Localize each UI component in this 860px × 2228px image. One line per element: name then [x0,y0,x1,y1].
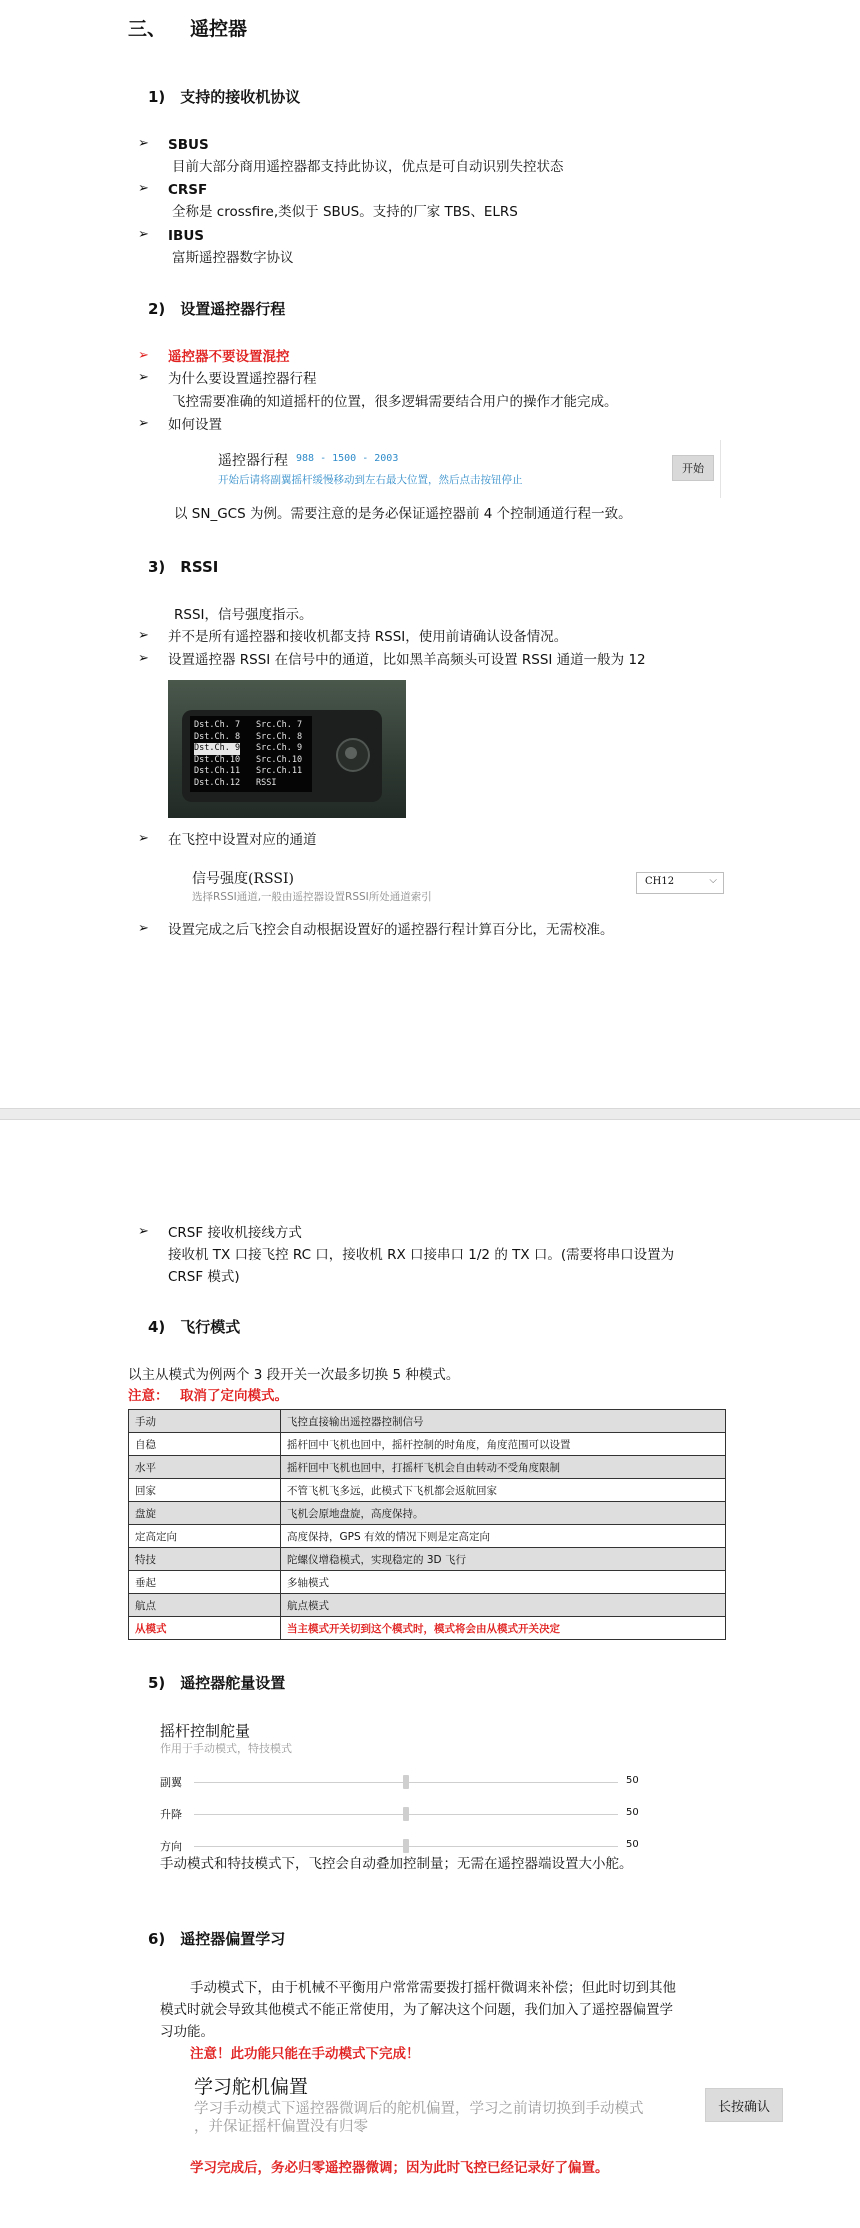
offset-para-line1: 手动模式下，由于机械不平衡用户常常需要拨打摇杆微调来补偿；但此时切到其他 [190,1980,676,1996]
mode-desc-cell: 飞机会原地盘旋，高度保持。 [281,1502,726,1525]
mode-name-cell: 从模式 [129,1617,281,1640]
rc-travel-widget [196,440,721,498]
table-row [129,1617,726,1640]
heading-offset-learning: 6) 遥控器偏置学习 [148,1930,286,1948]
mode-name-cell: 垂起 [129,1571,281,1594]
protocol-name: CRSF [168,182,208,198]
offset-warning: 注意！此功能只能在手动模式下完成！ [190,2046,420,2062]
protocol-name: IBUS [168,228,204,244]
rc-screen-photo [168,680,406,818]
table-row [129,1433,726,1456]
rssi-hint: 选择RSSI通道,一般由遥控器设置RSSI所处通道索引 [192,891,432,903]
mode-desc-cell: 当主模式开关切到这个模式时，模式将会由从模式开关决定 [281,1617,726,1640]
start-button[interactable]: 开始 [672,455,714,481]
mode-desc-cell: 不管飞机飞多远，此模式下飞机都会返航回家 [281,1479,726,1502]
rc-travel-hint: 开始后请将副翼摇杆缓慢移动到左右最大位置，然后点击按钮停止 [218,474,523,486]
rc-travel-title: 遥控器行程 [218,453,288,469]
mode-name-cell: 盘旋 [129,1502,281,1525]
flight-modes-table [128,1409,726,1640]
servo-throw-note: 手动模式和特技模式下，飞控会自动叠加控制量；无需在遥控器端设置大小舵。 [160,1856,633,1872]
mode-desc-cell: 多轴模式 [281,1571,726,1594]
table-row [129,1502,726,1525]
note-text: 取消了定向模式。 [180,1388,288,1404]
mode-name-cell: 水平 [129,1456,281,1479]
slider-value: 50 [626,1807,639,1818]
stick-throw-hint: 作用于手动模式，特技模式 [160,1742,292,1755]
page-separator [0,1108,860,1120]
mode-desc-cell: 陀螺仪增稳模式，实现稳定的 3D 飞行 [281,1548,726,1571]
note-label: 注意： [128,1388,169,1404]
bullet-arrow-icon: ➢ [138,136,149,151]
final-warning: 学习完成后，务必归零遥控器微调；因为此时飞控已经记录好了偏置。 [190,2160,609,2176]
table-row [129,1571,726,1594]
offset-para-line2: 模式时就会导致其他模式不能正常使用，为了解决这个问题，我们加入了遥控器偏置学 [160,2002,673,2018]
bullet-arrow-icon: ➢ [138,348,149,363]
bullet-arrow-icon: ➢ [138,227,149,242]
mode-desc-cell: 飞控直接输出遥控器控制信号 [281,1410,726,1433]
servo-slider-row [160,1804,640,1824]
auto-calc-note: 设置完成之后飞控会自动根据设置好的遥控器行程计算百分比，无需校准。 [168,922,614,938]
why-desc: 飞控需要准确的知道摇杆的位置，很多逻辑需要结合用户的操作才能完成。 [172,394,618,410]
protocol-name: SBUS [168,137,209,153]
table-row [129,1479,726,1502]
protocol-desc: 目前大部分商用遥控器都支持此协议，优点是可自动识别失控状态 [172,159,564,175]
crsf-wiring-line1: 接收机 TX 口接飞控 RC 口，接收机 RX 口接串口 1/2 的 TX 口。(需要将串口设置为 [168,1247,675,1263]
sn-gcs-note: 以 SN_GCS 为例。需要注意的是务必保证遥控器前 4 个控制通道行程一致。 [174,506,632,522]
mode-desc-cell: 摇杆回中飞机也回中，打摇杆飞机会自由转动不受角度限制 [281,1456,726,1479]
rc-travel-values: 988 - 1500 - 2003 [296,453,399,464]
servo-slider-row [160,1772,640,1792]
heading-receiver-protocols: 1) 支持的接收机协议 [148,88,301,106]
rssi-intro: RSSI，信号强度指示。 [174,607,313,623]
table-row [129,1525,726,1548]
set-channel-text: 在飞控中设置对应的通道 [168,832,317,848]
slider-label: 方向 [160,1840,182,1853]
mode-name-cell: 定高定向 [129,1525,281,1548]
section-number: 三、 [128,18,167,40]
why-text: 为什么要设置遥控器行程 [168,371,317,387]
section-title: 遥控器 [190,18,248,40]
bullet-arrow-icon: ➢ [138,416,149,431]
mode-name-cell: 航点 [129,1594,281,1617]
slider-value: 50 [626,1775,639,1786]
bullet-arrow-icon: ➢ [138,370,149,385]
bullet-arrow-icon: ➢ [138,181,149,196]
mode-name-cell: 手动 [129,1410,281,1433]
stick-throw-title: 摇杆控制舵量 [160,1722,251,1740]
bullet-arrow-icon: ➢ [138,651,149,666]
rssi-widget [186,862,726,906]
heading-rssi: 3) RSSI [148,558,219,576]
oled-display: Dst.Ch. 7 Dst.Ch. 8 Dst.Ch. 9 Dst.Ch.10 Dst.Ch.11 Dst.Ch.12 Src.Ch. 7 Src.Ch. 8 Src.Ch. 9 Src.Ch.10 Src.Ch.11 RSSI [190,716,312,792]
chevron-down-icon: ⌵ [709,875,717,886]
crsf-wiring-line2: CRSF 模式) [168,1269,240,1285]
slider-thumb[interactable] [403,1775,409,1789]
table-row [129,1456,726,1479]
protocol-desc: 富斯遥控器数字协议 [172,250,294,266]
heading-rc-travel: 2) 设置遥控器行程 [148,300,286,318]
table-row [129,1410,726,1433]
how-text: 如何设置 [168,417,222,433]
servo-slider-row [160,1836,640,1856]
rssi-channel-note: 设置遥控器 RSSI 在信号中的通道，比如黑羊高频头可设置 RSSI 通道一般为 12 [168,652,646,668]
heading-servo-throw: 5) 遥控器舵量设置 [148,1674,286,1692]
document-page-2 [0,1120,860,2228]
warning-text: 遥控器不要设置混控 [168,349,290,365]
flight-modes-intro: 以主从模式为例两个 3 段开关一次最多切换 5 种模式。 [128,1367,460,1383]
offset-learning-hint1: 学习手动模式下遥控器微调后的舵机偏置，学习之前请切换到手动模式 [194,2101,644,2117]
bullet-arrow-icon: ➢ [138,921,149,936]
slider-label: 副翼 [160,1776,182,1789]
bullet-arrow-icon: ➢ [138,1224,149,1239]
mode-desc-cell: 航点模式 [281,1594,726,1617]
offset-learning-hint2: ，并保证摇杆偏置没有归零 [194,2119,368,2135]
document-page-1 [0,0,860,1108]
bullet-arrow-icon: ➢ [138,831,149,846]
rssi-channel-select[interactable] [636,872,724,894]
offset-learning-title: 学习舵机偏置 [194,2076,309,2098]
rssi-title: 信号强度(RSSI) [192,871,294,887]
rssi-select-value: CH12 [645,876,675,887]
offset-para-line3: 习功能。 [160,2024,214,2040]
mode-name-cell: 自稳 [129,1433,281,1456]
table-row [129,1594,726,1617]
crsf-wiring-title: CRSF 接收机接线方式 [168,1225,302,1241]
heading-flight-modes: 4) 飞行模式 [148,1318,241,1336]
mode-name-cell: 特技 [129,1548,281,1571]
mode-name-cell: 回家 [129,1479,281,1502]
slider-label: 升降 [160,1808,182,1821]
rssi-support-note: 并不是所有遥控器和接收机都支持 RSSI，使用前请确认设备情况。 [168,629,568,645]
slider-thumb[interactable] [403,1807,409,1821]
mode-desc-cell: 高度保持，GPS 有效的情况下则是定高定向 [281,1525,726,1548]
offset-learning-widget [190,2072,790,2142]
protocol-desc: 全称是 crossfire,类似于 SBUS。支持的厂家 TBS、ELRS [172,204,518,220]
bullet-arrow-icon: ➢ [138,628,149,643]
slider-thumb[interactable] [403,1839,409,1853]
table-row [129,1548,726,1571]
slider-value: 50 [626,1839,639,1850]
long-press-confirm-button[interactable]: 长按确认 [705,2088,783,2122]
mode-desc-cell: 摇杆回中飞机也回中，摇杆控制的时角度，角度范围可以设置 [281,1433,726,1456]
